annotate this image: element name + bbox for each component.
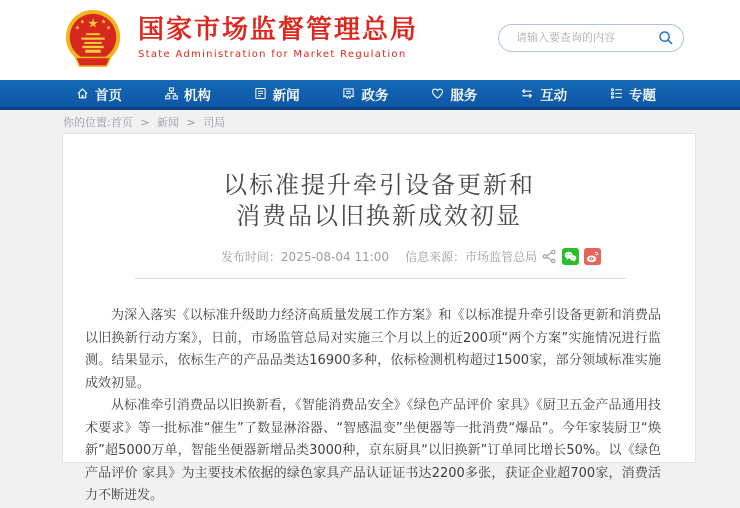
search-input[interactable]	[514, 30, 656, 45]
article-paragraph: 从标准牵引消费品以旧换新看，《智能消费品安全》《绿色产品评价 家具》《厨卫五金产品通用技术要求》等一批标准“催生”了数显淋浴器、“智感温变”坐便器等一批消费“爆品”。今年家装厨卫“焕新”超5000万单，智能坐便器新增品类3000种，京东厨具“以旧换新”订单同比增长50%。以《绿色产品评价 家具》为主要技术依据的绿色家具产品认证证书达2200多张，获证企业超700家，消费活力不断迸发。	[85, 398, 661, 504]
svg-text:★: ★	[105, 25, 112, 32]
breadcrumb-item-dept[interactable]: 司局	[203, 116, 226, 129]
weibo-share-button[interactable]	[584, 248, 601, 268]
nav-item-org[interactable]	[165, 84, 211, 104]
svg-text:★: ★	[74, 25, 81, 32]
search-box	[498, 24, 684, 52]
article-title-line2: 消费品以旧换新成效初显	[236, 202, 522, 230]
breadcrumb-item-news[interactable]: 新闻	[156, 116, 179, 129]
site-brand[interactable]	[138, 15, 418, 60]
topic-list-icon	[610, 87, 623, 100]
breadcrumb-separator: >	[140, 116, 150, 129]
publish-time-label: 发布时间：	[220, 250, 281, 265]
breadcrumb	[63, 114, 225, 130]
publish-time-value: 2025-08-04 11:00	[280, 250, 390, 265]
wechat-icon	[562, 248, 579, 268]
article-panel	[62, 133, 696, 504]
weibo-icon	[584, 248, 601, 268]
nav-item-label: 新闻	[272, 87, 300, 104]
nav-item-label: 机构	[183, 87, 211, 104]
nav-item-label: 首页	[95, 87, 122, 104]
wechat-share-button[interactable]	[562, 248, 579, 268]
source-value: 市场监管总局	[465, 250, 538, 265]
article-title	[63, 170, 695, 232]
breadcrumb-separator: >	[186, 116, 196, 129]
article-meta	[63, 248, 695, 266]
article-paragraph: 为深入落实《以标准升级助力经济高质量发展工作方案》和《以标准提升牵引设备更新和消费品以旧换新行动方案》，日前，市场监管总局对实施三个月以上的近200项“两个方案”实施情况进行监测。结果显示，依标生产的产品品类达16900多种，依标检测机构超过1500家，部分领域标准实施成效初显。	[85, 308, 661, 391]
nav-item-home[interactable]	[76, 84, 122, 104]
source-label: 信息来源：	[405, 250, 466, 265]
article-title-line1: 以标准提升牵引设备更新和	[223, 171, 535, 199]
site-subtitle: State Administration for Market Regulation	[138, 49, 407, 60]
share-toolbar	[542, 248, 601, 268]
nav-item-topics[interactable]	[610, 84, 656, 104]
svg-text:★: ★	[79, 19, 85, 26]
breadcrumb-prefix: 你的位置:	[63, 116, 111, 129]
news-icon	[254, 87, 267, 100]
search-button[interactable]	[658, 30, 674, 46]
share-icon	[542, 249, 557, 267]
article-body	[63, 305, 695, 508]
nav-item-service[interactable]	[431, 84, 477, 104]
search-icon	[658, 34, 674, 49]
heart-icon	[431, 87, 444, 100]
nav-item-label: 专题	[628, 87, 656, 104]
nav-item-news[interactable]	[254, 84, 300, 104]
sitemap-icon	[165, 87, 178, 100]
meta-divider	[135, 278, 626, 279]
svg-text:★: ★	[87, 15, 99, 31]
home-icon	[76, 87, 89, 100]
main-nav	[0, 80, 740, 110]
nav-item-label: 服务	[450, 87, 478, 104]
site-title: 国家市场监督管理总局	[138, 15, 419, 45]
national-emblem-logo	[62, 9, 124, 71]
share-button[interactable]	[542, 249, 557, 267]
svg-text:★: ★	[101, 19, 107, 26]
gov-doc-icon	[342, 87, 355, 100]
breadcrumb-item-home[interactable]: 首页	[110, 116, 133, 129]
nav-item-label: 互动	[540, 87, 568, 104]
exchange-arrows-icon	[520, 87, 534, 100]
nav-item-gov[interactable]	[342, 84, 388, 104]
nav-item-label: 政务	[361, 87, 389, 104]
site-header	[0, 0, 740, 80]
nav-item-interact[interactable]	[520, 84, 567, 104]
